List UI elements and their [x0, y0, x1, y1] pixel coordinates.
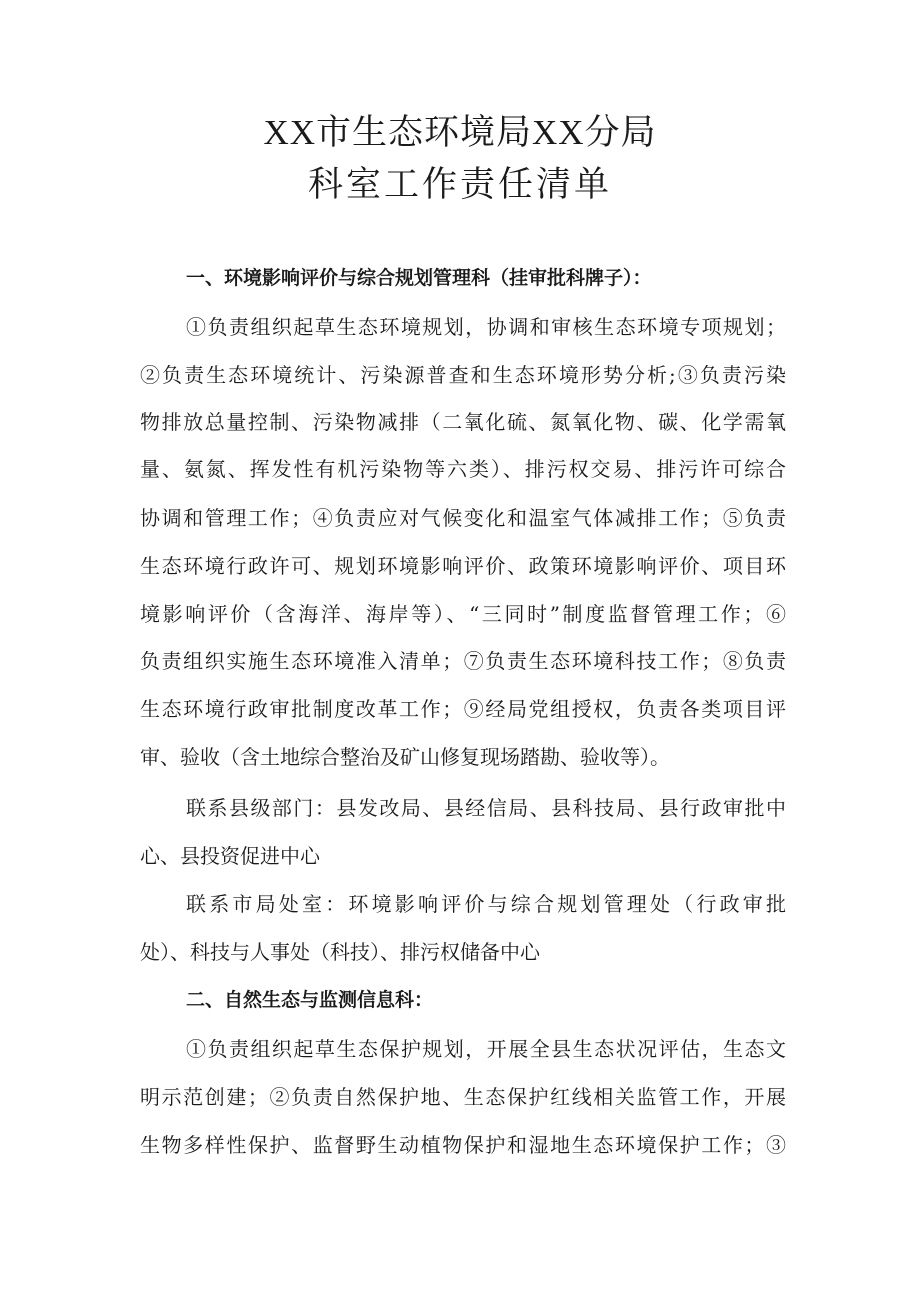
section1-county-contacts: 心、县投资促进中心 [140, 844, 320, 868]
section1-heading: 一、环境影响评价与综合规划管理科（挂审批科牌子）： [186, 267, 652, 289]
section2-heading: 二、自然生态与监测信息科： [186, 989, 434, 1011]
section1-duty-line: ①负责组织起草生态环境规划，协调和审核生态环境专项规划； [186, 315, 786, 339]
section1-duty-line: 生态环境行政审批制度改革工作；⑨经局党组授权，负责各类项目评 [140, 697, 786, 721]
section1-duty-line: 境影响评价（含海洋、海岸等）、“三同时”制度监督管理工作；⑥ [140, 602, 786, 626]
section1-duty-line: 审、验收（含土地综合整治及矿山修复现场踏勘、验收等）。 [140, 745, 670, 769]
section1-duty-line: ②负责生态环境统计、污染源普查和生态环境形势分析;③负责污染 [140, 363, 786, 387]
section2-duty-line: ①负责组织起草生态保护规划，开展全县生态状况评估，生态文 [186, 1037, 786, 1061]
section1-duty-line: 生态环境行政许可、规划环境影响评价、政策环境影响评价、项目环 [140, 554, 786, 578]
document-title-line2: 科室工作责任清单 [307, 165, 612, 204]
section2-duty-line: 明示范创建；②负责自然保护地、生态保护红线相关监管工作，开展 [140, 1085, 786, 1109]
section1-duty-line: 量、氨氮、挥发性有机污染物等六类）、排污权交易、排污许可综合 [140, 457, 786, 481]
section1-duty-line: 物排放总量控制、污染物减排（二氧化硫、氮氧化物、碳、化学需氧 [140, 410, 786, 434]
section2-duty-line: 生物多样性保护、监督野生动植物保护和湿地生态环境保护工作；③ [140, 1133, 786, 1157]
section1-city-contacts: 处）、科技与人事处（科技）、排污权储备中心 [140, 940, 540, 964]
section1-county-contacts: 联系县级部门：县发改局、县经信局、县科技局、县行政审批中 [186, 796, 786, 820]
section1-city-contacts: 联系市局处室：环境影响评价与综合规划管理处（行政审批 [186, 892, 786, 916]
document-title-line1: XX市生态环境局XX分局 [263, 113, 657, 152]
section1-duty-line: 负责组织实施生态环境准入清单；⑦负责生态环境科技工作；⑧负责 [140, 649, 786, 673]
section1-duty-line: 协调和管理工作；④负责应对气候变化和温室气体减排工作；⑤负责 [140, 506, 786, 530]
